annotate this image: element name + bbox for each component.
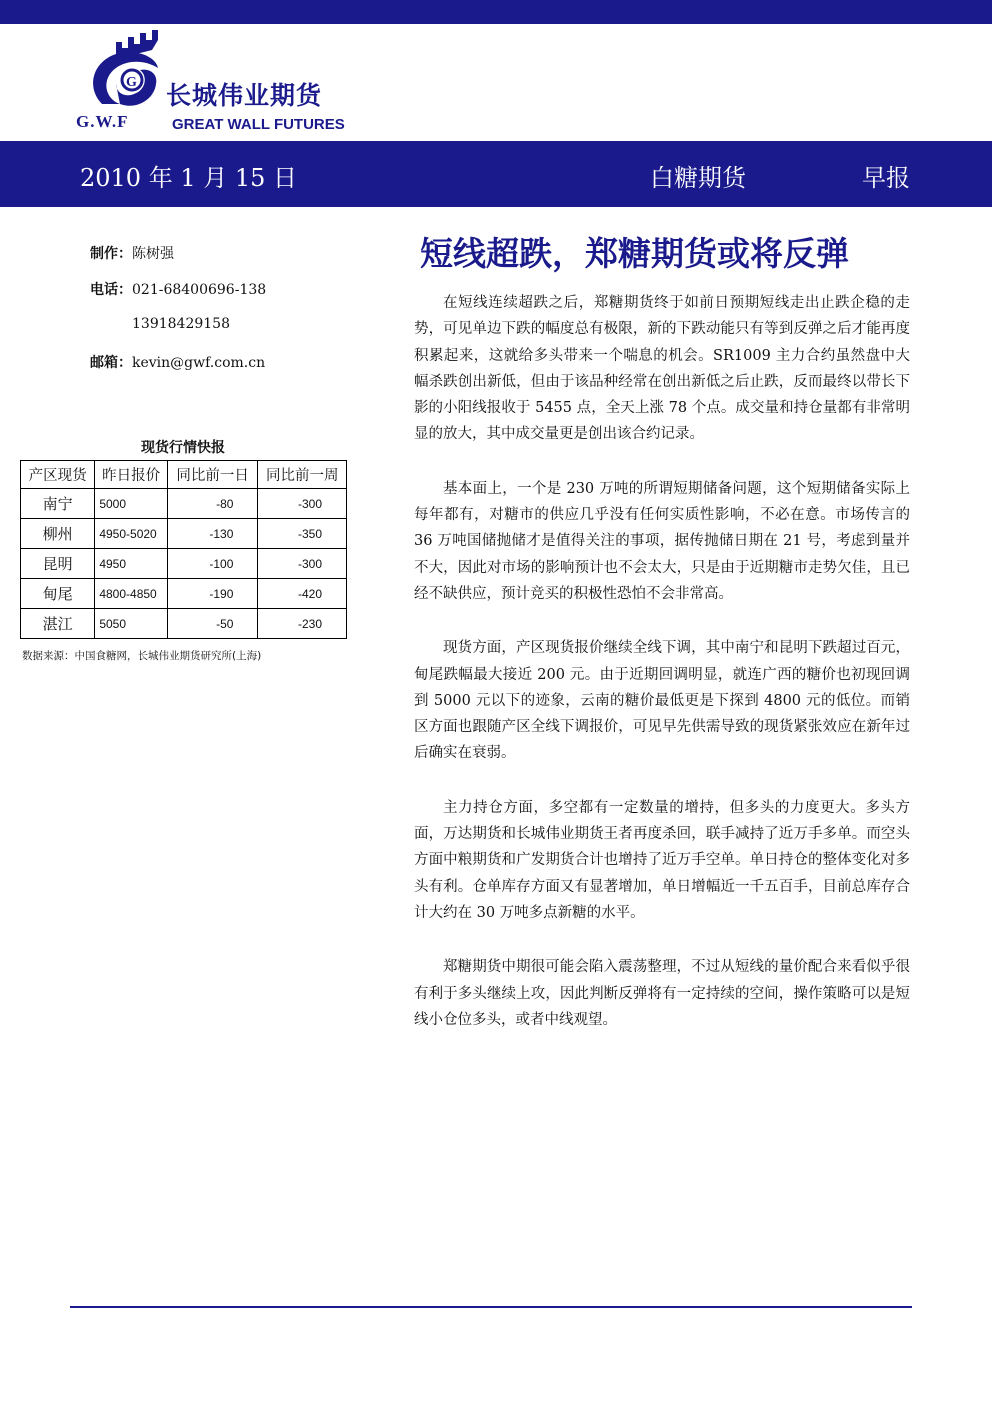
paragraph: 在短线连续超跌之后，郑糖期货终于如前日预期短线走出止跌企稳的走势，可见单边下跌的幅度总有极限，新的下跌动能只有等到反弹之后才能再度积累起来，这就给多头带来一个喘息的机会。SR1009 主力合约虽然盘中大幅杀跌创出新低，但由于该品种经常在创出新低之后止跌，反而最终以带长下影的小阳线报收于 5455 点，全天上涨 78 个点。成交量和持仓量都有非常明显的放大，其中成交量更是创出该合约记录。 (414, 295, 910, 443)
header-band (0, 141, 992, 207)
paragraph: 郑糖期货中期很可能会陷入震荡整理，不过从短线的量价配合来看似乎很有利于多头继续上攻，因此判断反弹将有一定持续的空间，操作策略可以是短线小仓位多头，或者中线观望。 (414, 959, 910, 1028)
region-cell: 南宁 (21, 489, 95, 519)
column-header: 昨日报价 (95, 461, 168, 489)
day-change-cell: -100 (167, 549, 258, 579)
spot-table-title: 现货行情快报 (141, 440, 225, 456)
phone-number: 021-68400696-138 (132, 282, 267, 298)
region-cell: 柳州 (21, 519, 95, 549)
email-address[interactable]: kevin@gwf.com.cn (132, 355, 266, 371)
table-row (21, 609, 347, 639)
svg-text:G: G (126, 75, 137, 90)
email-line: 邮箱：kevin@gwf.com.cn (90, 355, 266, 371)
column-header: 同比前一日 (167, 461, 258, 489)
region-cell: 湛江 (21, 609, 95, 639)
week-change-cell: -300 (258, 489, 347, 519)
price-cell: 4800-4850 (95, 579, 168, 609)
week-change-cell: -230 (258, 609, 347, 639)
price-cell: 4950 (95, 549, 168, 579)
brand-abbr: G.W.F (76, 112, 129, 131)
article-body (414, 290, 910, 1061)
paragraph: 主力持仓方面，多空都有一定数量的增持，但多头的力度更大。多头方面，万达期货和长城伟业期货王者再度杀回，联手减持了近万手多单。而空头方面中粮期货和广发期货合计也增持了近万手空单。单日持仓的整体变化对多头有利。仓单库存方面又有显著增加，单日增幅近一千五百手，目前总库存合计大约在 30 万吨多点新糖的水平。 (414, 799, 910, 921)
report-date: 2010 年 1 月 15 日 (80, 164, 298, 192)
brand-name-en: GREAT WALL FUTURES (172, 116, 345, 133)
region-cell: 甸尾 (21, 579, 95, 609)
email-label: 邮箱 (90, 355, 118, 371)
spot-price-table (20, 460, 347, 639)
week-change-cell: -420 (258, 579, 347, 609)
headline: 短线超跌，郑糖期货或将反弹 (420, 234, 849, 273)
phone-line: 电话：021-68400696-138 (90, 282, 267, 298)
day-change-cell: -130 (167, 519, 258, 549)
table-header-row (21, 461, 347, 489)
author-name: 陈树强 (132, 246, 174, 262)
report-type: 早报 (862, 164, 910, 192)
table-row (21, 489, 347, 519)
table-row (21, 579, 347, 609)
footer-divider (70, 1306, 912, 1308)
day-change-cell: -190 (167, 579, 258, 609)
price-cell: 5000 (95, 489, 168, 519)
brand-name-cn: 长城伟业期货 (166, 81, 323, 110)
column-header: 同比前一周 (258, 461, 347, 489)
price-cell: 4950-5020 (95, 519, 168, 549)
top-bar (0, 0, 992, 24)
mobile-number: 13918429158 (132, 316, 230, 332)
price-cell: 5050 (95, 609, 168, 639)
week-change-cell: -300 (258, 549, 347, 579)
table-row (21, 519, 347, 549)
author-line: 制作：陈树强 (90, 246, 174, 262)
phone-label: 电话 (90, 282, 118, 298)
column-header: 产区现货 (21, 461, 95, 489)
week-change-cell: -350 (258, 519, 347, 549)
day-change-cell: -50 (167, 609, 258, 639)
report-category: 白糖期货 (650, 164, 746, 192)
region-cell: 昆明 (21, 549, 95, 579)
author-label: 制作 (90, 246, 118, 262)
paragraph: 基本面上，一个是 230 万吨的所谓短期储备问题，这个短期储备实际上每年都有，对糖市的供应几乎没有任何实质性影响，不必在意。市场传言的 36 万吨国储抛储才是值得关注的事项，据传抛储日期在 21 号，考虑到量并不大，因此对市场的影响预计也不会太大，只是由于近期糖市走势欠佳，且已经不缺供应，预计竞买的积极性恐怕不会非常高。 (414, 480, 910, 602)
day-change-cell: -80 (167, 489, 258, 519)
paragraph: 现货方面，产区现货报价继续全线下调，其中南宁和昆明下跌超过百元，甸尾跌幅最大接近 200 元。由于近期回调明显，就连广西的糖价也初现回调到 5000 元以下的迹象，云南的糖价最低更是下探到 4800 元的低位。而销区方面也跟随产区全线下调报价，可见早先供需导致的现货紧张效应在新年过后确实在衰弱。 (414, 640, 910, 762)
table-row (21, 549, 347, 579)
data-source-note: 数据来源：中国食糖网，长城伟业期货研究所(上海) (22, 650, 262, 662)
